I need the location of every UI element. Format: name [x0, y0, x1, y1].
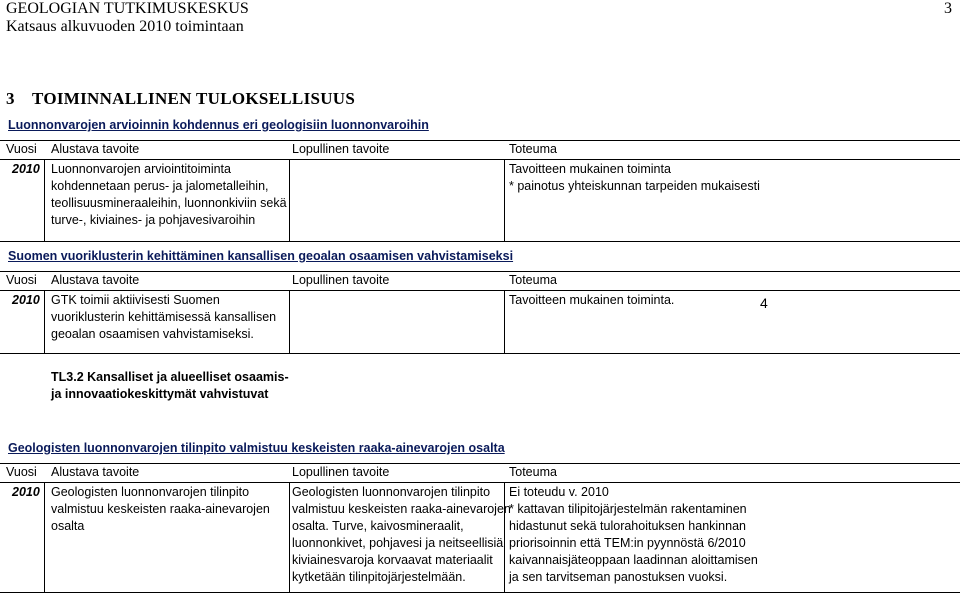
table1-body-row — [0, 159, 960, 242]
text-line: * painotus yhteiskunnan tarpeiden mukaisesti — [509, 179, 760, 193]
table1-year: 2010 — [12, 162, 40, 176]
text-line: Ei toteudu v. 2010 — [509, 485, 609, 499]
table3-initial-goal — [51, 484, 270, 535]
text-line: Luonnonvarojen arviointitoiminta — [51, 162, 231, 176]
col-final-header: Lopullinen tavoite — [292, 273, 390, 287]
text-line: Geologisten luonnonvarojen tilinpito — [51, 485, 250, 499]
text-line: teollisuusmineraaleihin, luonnonkiviin sekä — [51, 196, 287, 210]
table2-score: 4 — [760, 295, 768, 311]
table3-final-goal — [292, 484, 511, 586]
text-line: valmistuu keskeisten raaka-ainevarojen — [292, 502, 511, 516]
text-line: ja sen tarvitseman panostuksen vuoksi. — [509, 570, 728, 584]
document-header-org: GEOLOGIAN TUTKIMUSKESKUS — [6, 0, 249, 17]
text-line: Geologisten luonnonvarojen tilinpito — [292, 485, 491, 499]
text-line: priorisoinnin että TEM:in pyynnöstä 6/2010 — [509, 536, 746, 550]
table3-header-row — [0, 463, 960, 483]
table1-heading: Luonnonvarojen arvioinnin kohdennus eri geologisiin luonnonvaroihin — [8, 118, 429, 132]
table1-result — [509, 161, 760, 195]
text-line: turve-, kiviaines- ja pohjavesivaroihin — [51, 213, 256, 227]
text-line: kaivannaisjäteoppaan laadinnan aloittamisen — [509, 553, 758, 567]
col-result-header: Toteuma — [509, 465, 557, 479]
col-initial-header: Alustava tavoite — [51, 142, 140, 156]
col-final-header: Lopullinen tavoite — [292, 142, 390, 156]
col-result-header: Toteuma — [509, 273, 557, 287]
table2-body-row — [0, 290, 960, 354]
col-final-header: Lopullinen tavoite — [292, 465, 390, 479]
table2-result — [509, 292, 674, 309]
col-year-header: Vuosi — [6, 273, 37, 287]
table3-result — [509, 484, 758, 586]
text-line: vuoriklusterin kehittämisessä kansallisen — [51, 310, 277, 324]
table1-header-row — [0, 140, 960, 160]
table3-heading: Geologisten luonnonvarojen tilinpito valmistuu keskeisten raaka-ainevarojen osalta — [8, 441, 505, 455]
section-title-text: TOIMINNALLINEN TULOKSELLISUUS — [32, 89, 356, 108]
text-line: osalta. Turve, kaivosmineraalit, — [292, 519, 464, 533]
text-line: kiviainesvaroja korvaavat materiaalit — [292, 553, 493, 567]
section-title — [6, 89, 355, 109]
table1-initial-goal — [51, 161, 287, 229]
text-line: osalta — [51, 519, 85, 533]
page-number: 3 — [944, 0, 952, 17]
text-line: TL3.2 Kansalliset ja alueelliset osaamis- — [51, 370, 289, 384]
col-year-header: Vuosi — [6, 465, 37, 479]
table2-header-row — [0, 271, 960, 291]
tl-target-label — [51, 369, 289, 403]
section-number: 3 — [6, 89, 15, 108]
text-line: kohdennetaan perus- ja jalometalleihin, — [51, 179, 269, 193]
text-line: GTK toimii aktiivisesti Suomen — [51, 293, 220, 307]
col-year-header: Vuosi — [6, 142, 37, 156]
table3-body-row — [0, 482, 960, 593]
text-line: valmistuu keskeisten raaka-ainevarojen — [51, 502, 270, 516]
document-header-subtitle: Katsaus alkuvuoden 2010 toimintaan — [6, 18, 244, 35]
text-line: * kattavan tilipitojärjestelmän rakentaminen — [509, 502, 747, 516]
text-line: geoalan osaamisen vahvistamiseksi. — [51, 327, 254, 341]
text-line: Tavoitteen mukainen toiminta — [509, 162, 671, 176]
table2-year: 2010 — [12, 293, 40, 307]
col-initial-header: Alustava tavoite — [51, 465, 140, 479]
text-line: Tavoitteen mukainen toiminta. — [509, 293, 675, 307]
table3-year: 2010 — [12, 485, 40, 499]
text-line: hidastunut sekä tulorahoituksen hankinnan — [509, 519, 746, 533]
col-result-header: Toteuma — [509, 142, 557, 156]
text-line: ja innovaatiokeskittymät vahvistuvat — [51, 387, 269, 401]
text-line: kytketään tilinpitojärjestelmään. — [292, 570, 466, 584]
col-initial-header: Alustava tavoite — [51, 273, 140, 287]
table2-heading: Suomen vuoriklusterin kehittäminen kansallisen geoalan osaamisen vahvistamiseksi — [8, 249, 514, 263]
table2-initial-goal — [51, 292, 276, 343]
text-line: luonnonkivet, pohjavesi ja neitseellisiä — [292, 536, 504, 550]
